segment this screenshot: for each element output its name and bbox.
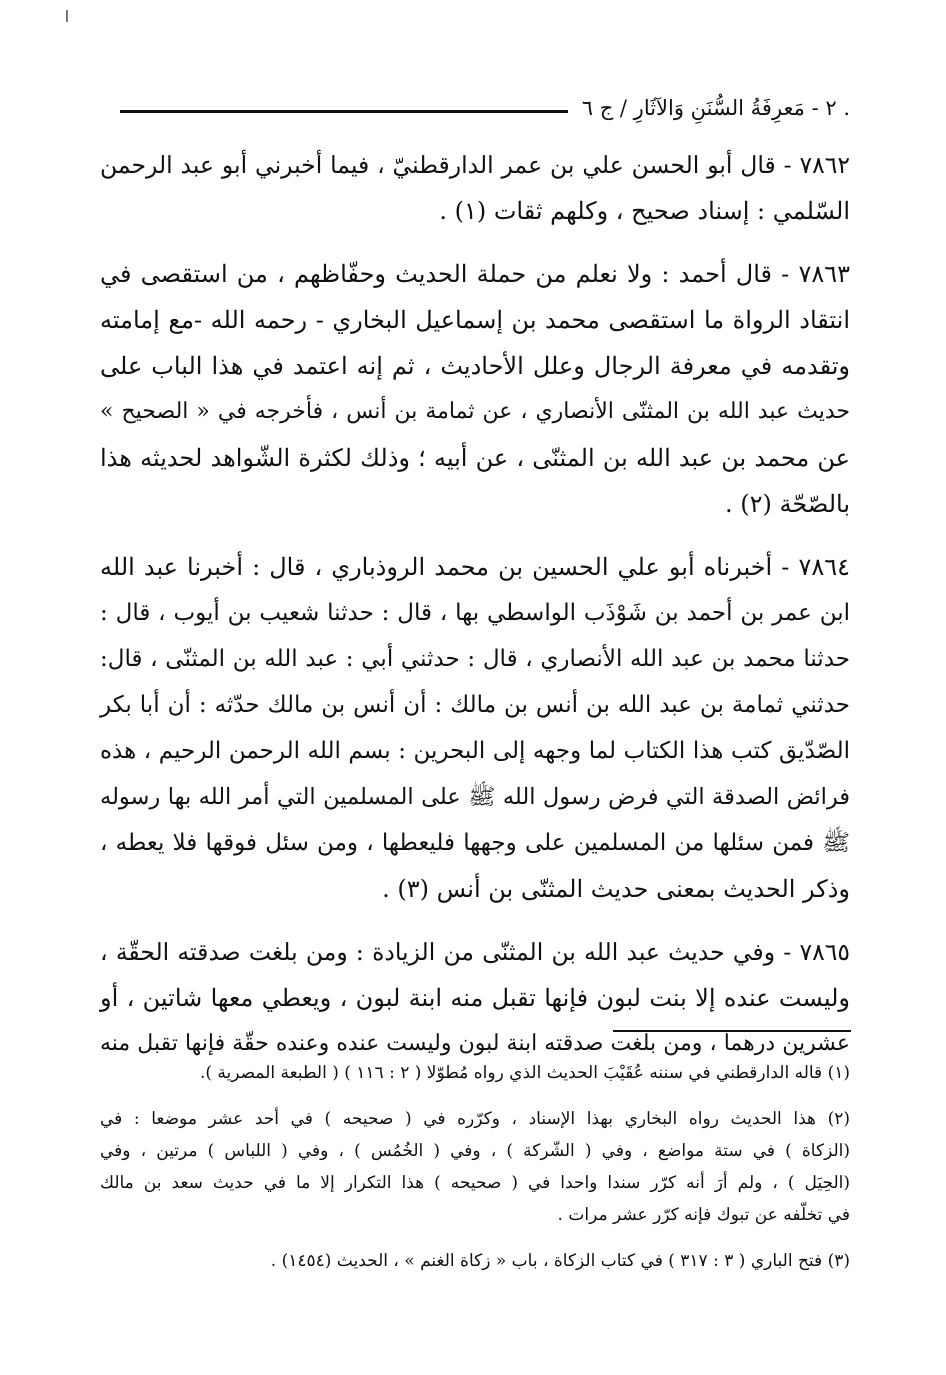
footnote-line: (الزكاة ) في ستة مواضع ، وفي ( الشّركة ) ، وفي ( الخُمُس ) ، وفي ( اللباس ) مرتين ، وفي — [100, 1141, 850, 1161]
text-line: انتقاد الرواة ما استقصى محمد بن إسماعيل البخاري - رحمه الله -مع إمامته — [100, 306, 850, 334]
footnote-2 — [100, 1103, 850, 1231]
text-line: وذكر الحديث بمعنى حديث المثنّى بن أنس (٣) . — [382, 875, 850, 903]
paragraph-7865 — [100, 929, 850, 1067]
main-text — [100, 142, 850, 1084]
footnote-line: (٢) هذا الحديث رواه البخاري بهذا الإسناد ، وكرّره في ( صحيحه ) في أحد عشر موضعا : في — [100, 1109, 850, 1129]
footnote-1 — [100, 1057, 850, 1089]
text-line: بالصّحّة (٢) . — [725, 490, 850, 518]
text-line: عن محمد بن عبد الله بن المثنّى ، عن أبيه ؛ وذلك لكثرة الشّواهد لحديثه هذا — [100, 444, 850, 472]
paragraph-7863 — [100, 251, 850, 527]
text-line: عشرين درهما ، ومن بلغت صدقته ابنة لبون وليست عنده وعنده حقّة فإنها تقبل منه — [100, 1031, 850, 1056]
text-line: الصّدّيق كتب هذا الكتاب لما وجهه إلى البحرين : بسم الله الرحمن الرحيم ، هذه — [100, 738, 850, 764]
text-line: فرائض الصدقة التي فرض رسول الله ﷺ على المسلمين التي أمر الله بها رسوله — [100, 784, 850, 810]
running-title: . ٢ - مَعرِفَةُ السُّنَنِ وَالآثَارِ / ج ٦ — [581, 96, 850, 120]
footnote-line: (الحِيَل ) ، ولم أرَ أنه كرّر سندا واحدا في ( صحيحه ) هذا التكرار إلا ما في حديث سعد بن مالك — [100, 1173, 850, 1193]
text-line: ٧٨٦٥ - وفي حديث عبد الله بن المثنّى من الزيادة : ومن بلغت صدقته الحقّة ، — [100, 938, 850, 966]
footnotes — [100, 1057, 850, 1291]
text-line: ابن عمر بن أحمد بن شَوْذَب الواسطي بها ، قال : حدثنا شعيب بن أيوب ، قال : — [100, 600, 850, 626]
footnote-3 — [100, 1245, 850, 1277]
text-line: ٧٨٦٣ - قال أحمد : ولا نعلم من حملة الحديث وحفّاظهم ، من استقصى في — [100, 260, 850, 288]
text-line: وتقدمه في معرفة الرجال وعلل الأحاديث ، ثم إنه اعتمد في هذا الباب على — [100, 352, 850, 380]
text-line: حديث عبد الله بن المثنّى الأنصاري ، عن ثمامة بن أنس ، فأخرجه في « الصحيح » — [100, 399, 850, 424]
header-rule — [120, 110, 568, 113]
text-line: ﷺ فمن سئلها من المسلمين على وجهها فليعطها ، ومن سئل فوقها فلا يعطه ، — [100, 830, 850, 856]
paragraph-7862 — [100, 142, 850, 234]
footnote-separator — [613, 1030, 851, 1032]
footnote-line: (٣) فتح الباري ( ٣ : ٣١٧ ) في كتاب الزكاة ، باب « زكاة الغنم » ، الحديث (١٤٥٤) . — [270, 1251, 850, 1271]
scan-mark — [66, 10, 68, 22]
text-line: ٧٨٦٢ - قال أبو الحسن علي بن عمر الدارقطنيّ ، فيما أخبرني أبو عبد الرحمن — [100, 151, 850, 179]
text-line: وليست عنده إلا بنت لبون فإنها تقبل منه ابنة لبون ، ويعطي معها شاتين ، أو — [100, 984, 851, 1012]
footnote-line: (١) قاله الدارقطني في سننه عُقَيْبَ الحديث الذي رواه مُطوّلا ( ٢ : ١١٦ ) ( الطبعة المصرية ). — [199, 1063, 850, 1083]
footnote-line: في تخلّفه عن تبوك فإنه كرّر عشر مرات . — [557, 1205, 850, 1225]
text-line: ٧٨٦٤ - أخبرناه أبو علي الحسين بن محمد الروذباري ، قال : أخبرنا عبد الله — [100, 553, 850, 581]
text-line: السّلمي : إسناد صحيح ، وكلهم ثقات (١) . — [439, 197, 850, 225]
text-line: حدثنا محمد بن عبد الله الأنصاري ، قال : حدثني أبي : عبد الله بن المثنّى ، قال: — [100, 646, 850, 672]
running-header — [120, 88, 850, 128]
text-line: حدثني ثمامة بن عبد الله بن أنس بن مالك : أن أنس بن مالك حدّثه : أن أبا بكر — [100, 692, 850, 718]
paragraph-7864 — [100, 544, 850, 912]
